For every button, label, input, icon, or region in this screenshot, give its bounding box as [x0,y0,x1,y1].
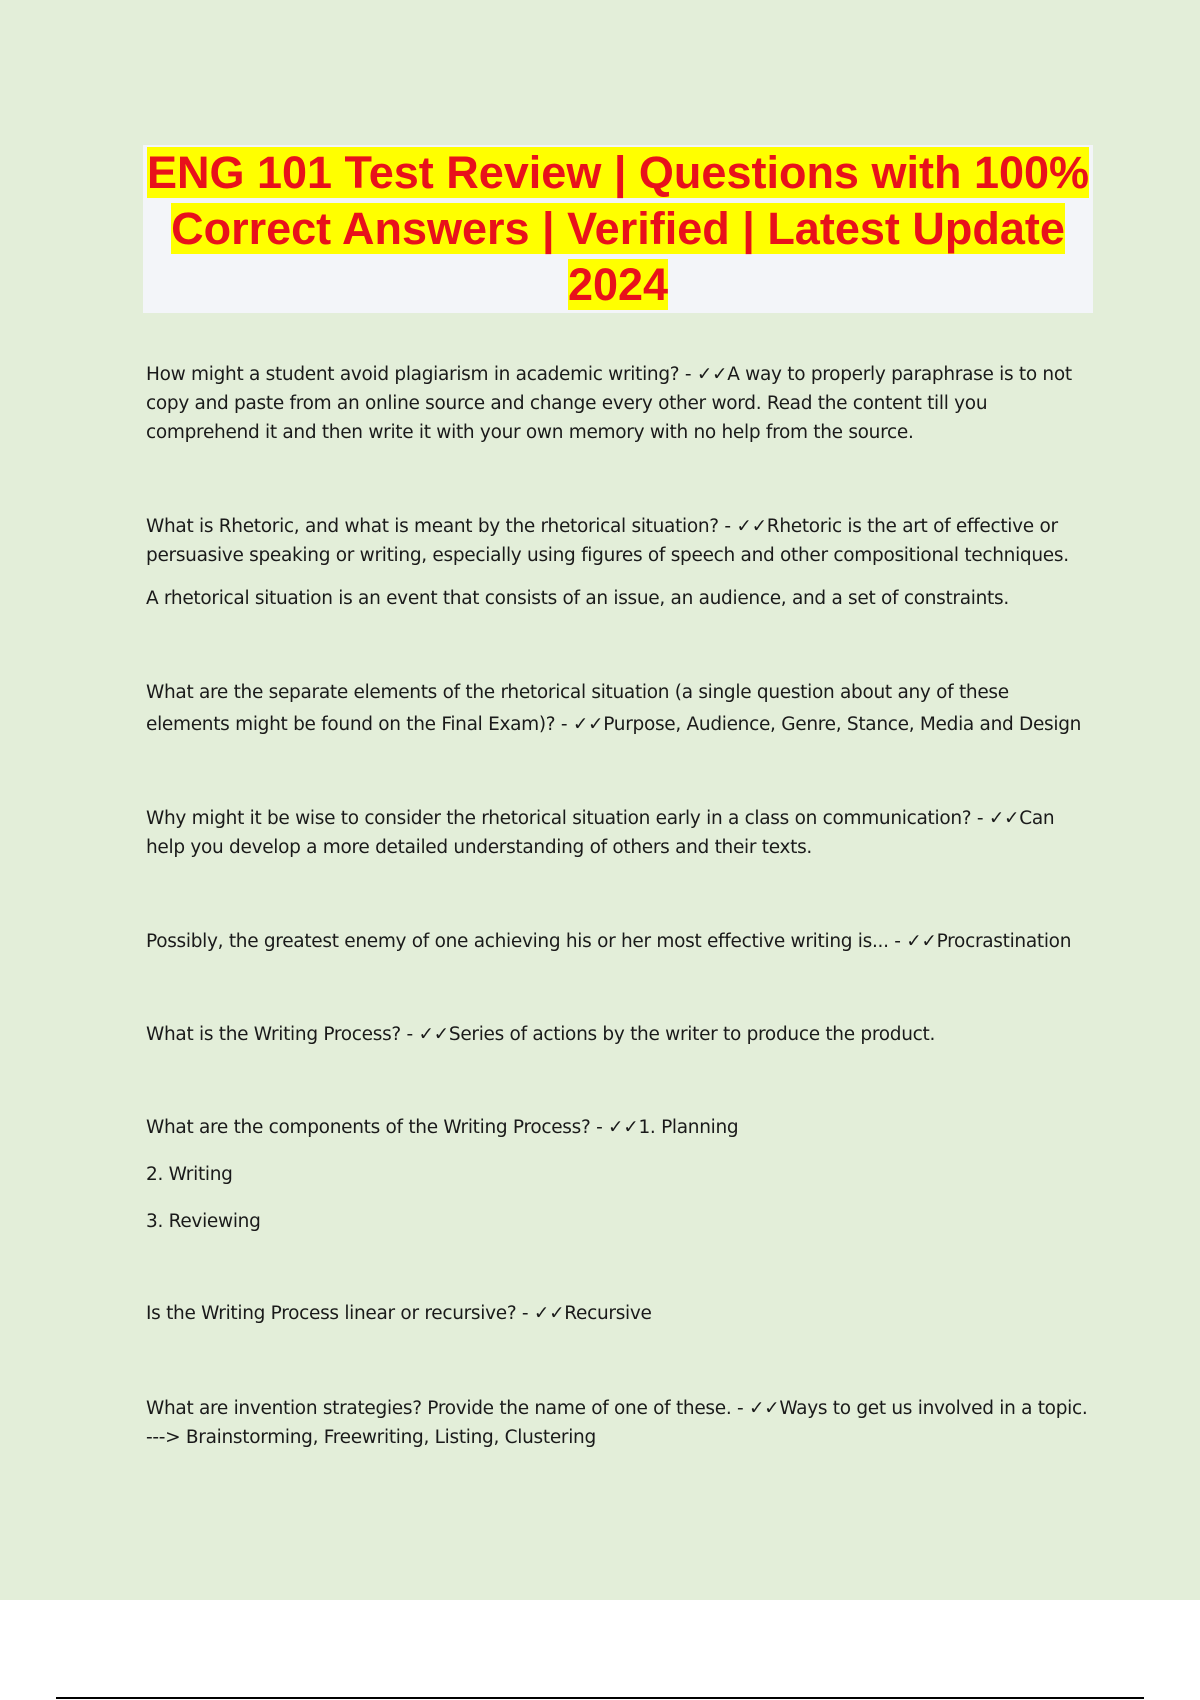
qa-item-writing-process [146,1020,1096,1049]
document-title [143,145,1093,313]
qa-text-continued: A rhetorical situation is an event that consists of an issue, an audience, and a set of constraints. [146,588,1009,609]
title-highlight: ENG 101 Test Review | Questions with 100% Correct Answers | Verified | Latest Update 2024 [146,147,1090,310]
qa-item-rhetorical-early [146,804,1096,862]
qa-item-invention [146,1394,1096,1452]
qa-text: Is the Writing Process linear or recursive? - ✓✓Recursive [146,1303,652,1324]
qa-text: Possibly, the greatest enemy of one achieving his or her most effective writing is... - ✓✓Procrastination [146,931,1072,952]
qa-text: What are the separate elements of the rhetorical situation (a single question about any of these elements might be found on the Final Exam)? - ✓✓Purpose, Audience, Genre, Stance, Media and Design [146,682,1082,735]
qa-text-continued: ---> Brainstorming, Freewriting, Listing, Clustering [146,1427,596,1448]
qa-item-procrastination [146,927,1096,956]
qa-item-plagiarism [146,360,1096,447]
qa-text: What is Rhetoric, and what is meant by the rhetorical situation? - ✓✓Rhetoric is the art of effective or persuasive speaking or writing, especially using figures of speech and other compositional techniques. [146,516,1069,566]
qa-item-linear-recursive [146,1299,1096,1328]
qa-item-rhetorical-elements [146,677,1096,741]
qa-item-writing-components [146,1113,1096,1236]
qa-item-rhetoric [146,512,1096,613]
qa-text: Why might it be wise to consider the rhetorical situation early in a class on communication? - ✓✓Can help you develop a more detailed understanding of others and their texts. [146,808,1055,858]
qa-text: What are the components of the Writing Process? - ✓✓1. Planning [146,1117,739,1138]
qa-text: How might a student avoid plagiarism in academic writing? - ✓✓A way to properly paraphrase is to not copy and paste from an online source and change every other word. Read the content till you comprehend it and then write it with your own memory with no help from the source. [146,364,1072,443]
qa-list-item: 2. Writing [146,1164,233,1185]
qa-list-item: 3. Reviewing [146,1211,261,1232]
footer-rule [56,1697,1144,1699]
qa-text: What are invention strategies? Provide the name of one of these. - ✓✓Ways to get us involved in a topic. [146,1398,1088,1419]
qa-text: What is the Writing Process? - ✓✓Series of actions by the writer to produce the product. [146,1024,936,1045]
title-box [143,145,1093,313]
